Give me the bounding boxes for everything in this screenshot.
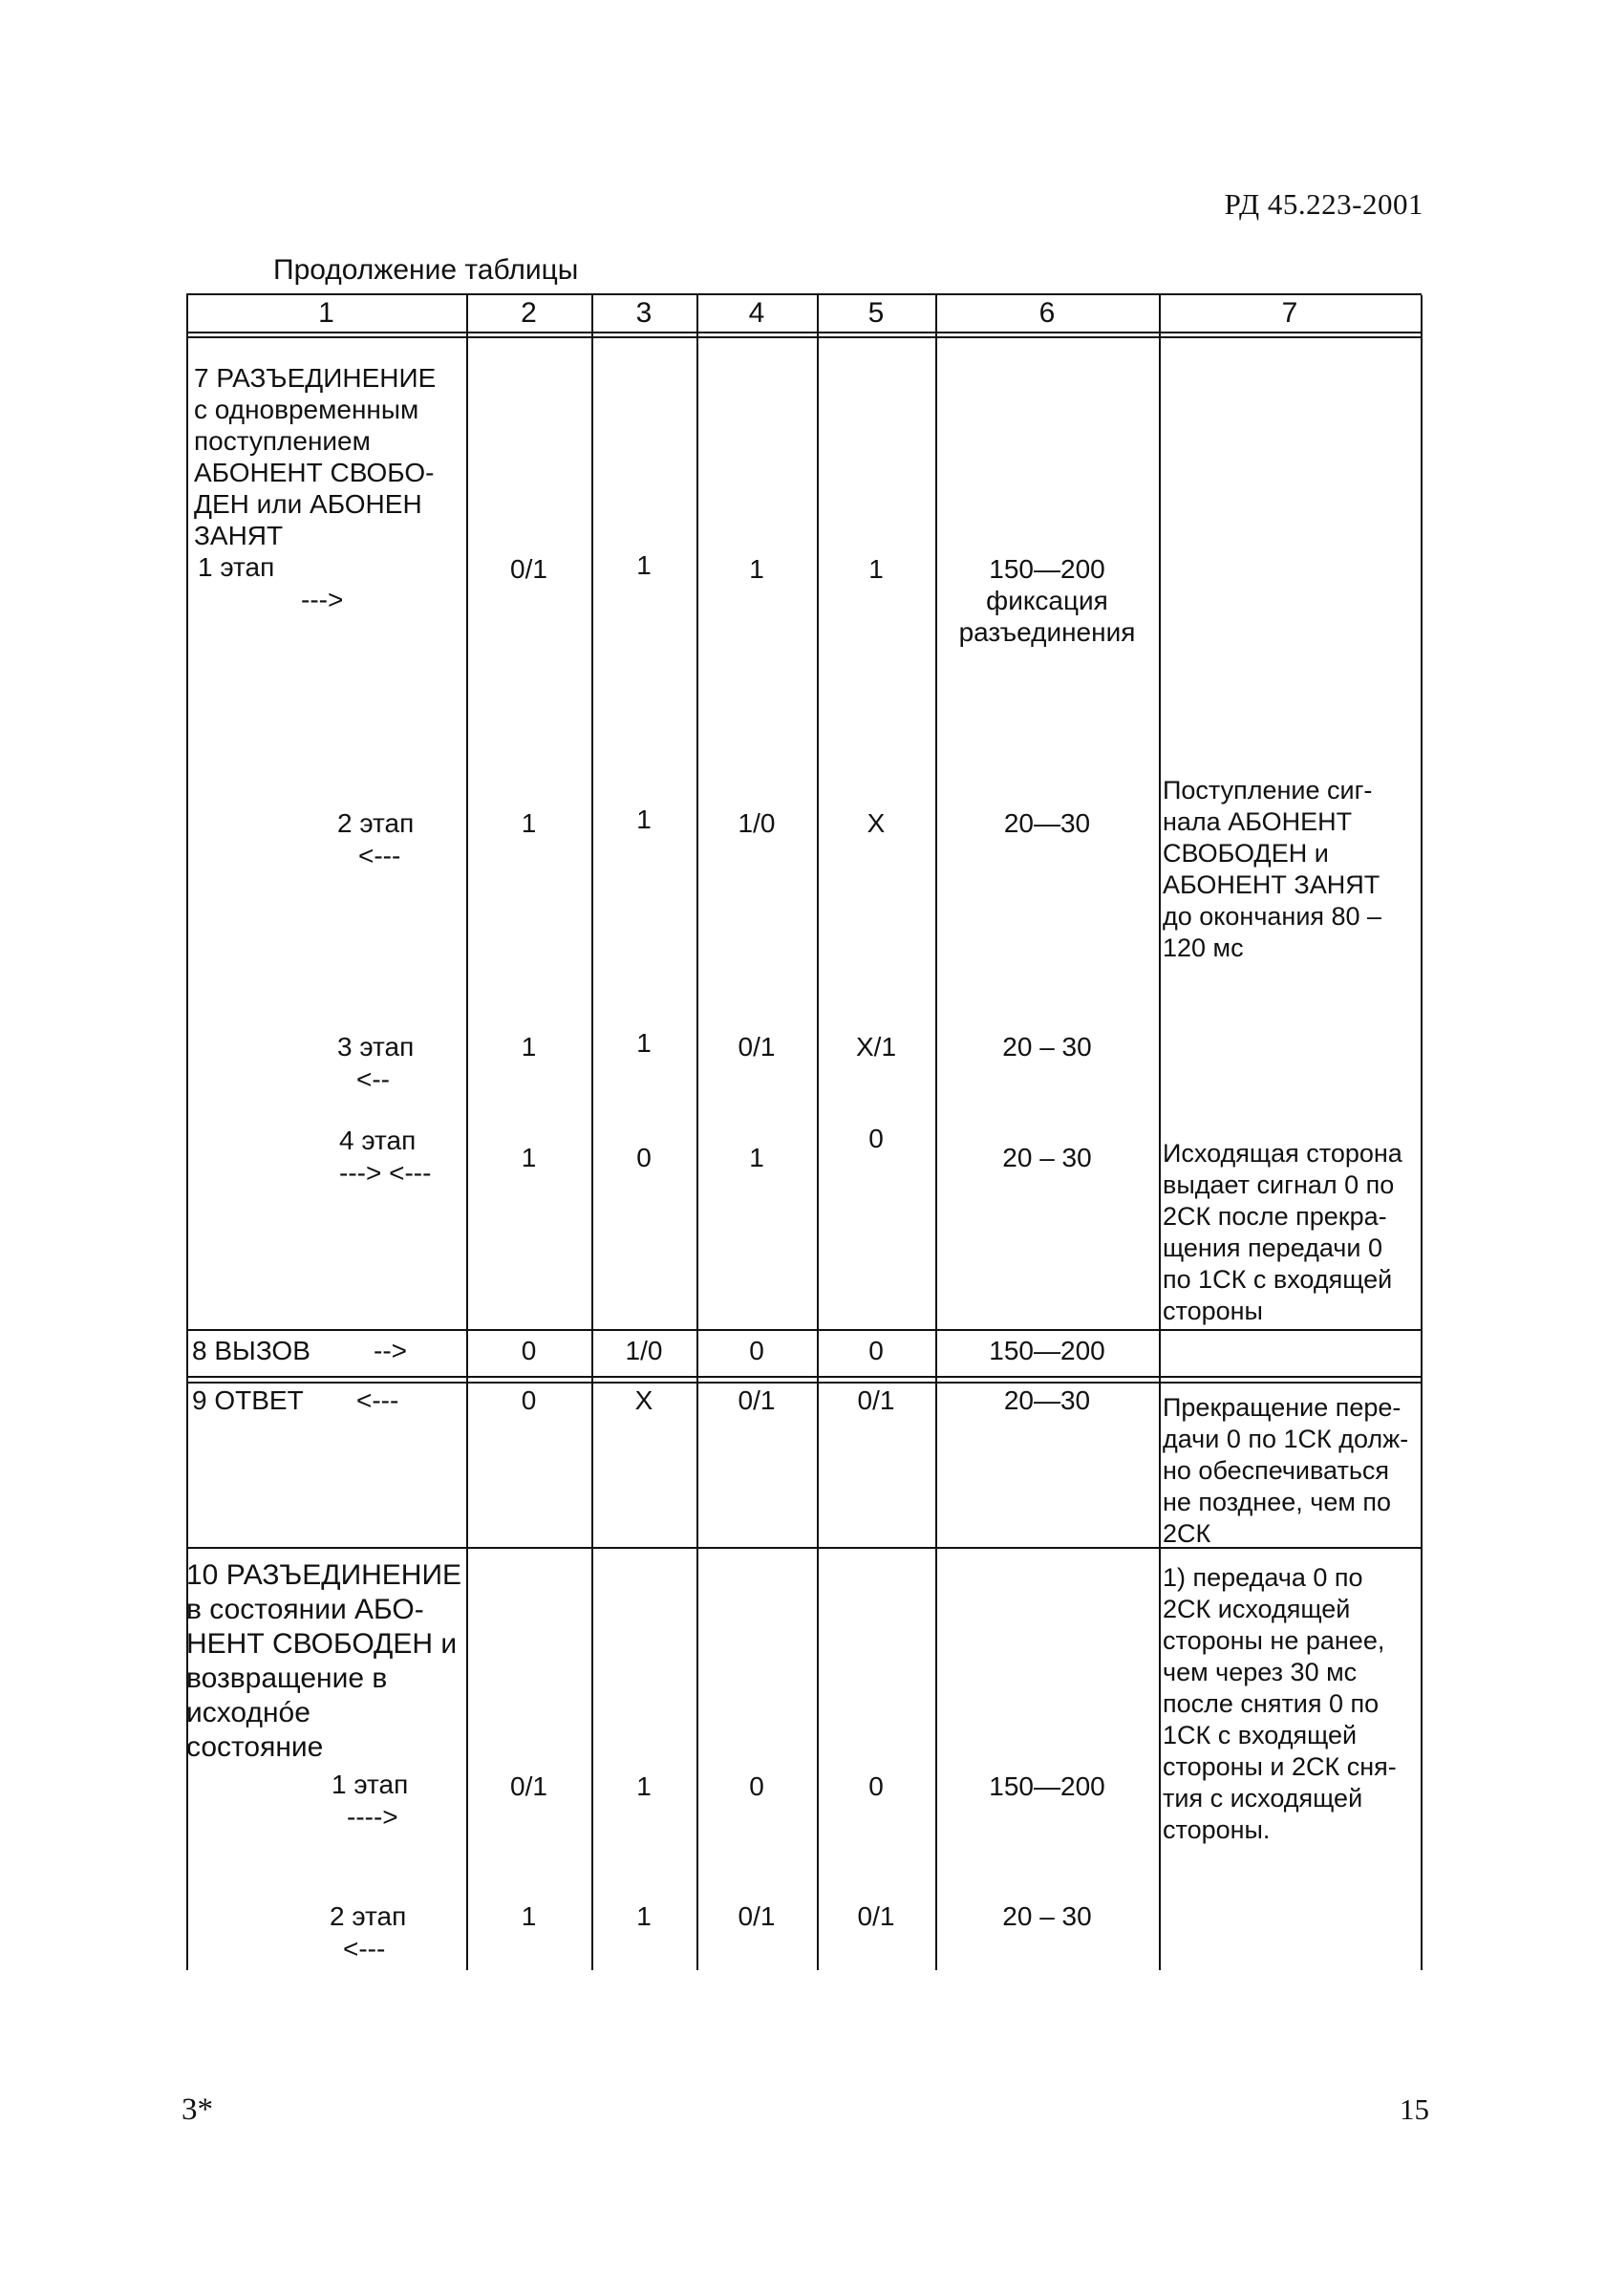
sheet-mark: 3* [182, 2092, 213, 2127]
page-number: 15 [1400, 2092, 1429, 2126]
row9-c4: 0/1 [738, 1385, 776, 1415]
row10-stage1-c3: 1 [636, 1771, 652, 1801]
col-header-4: 4 [748, 297, 765, 329]
row8-c3: 1/0 [625, 1336, 663, 1365]
row10-stage2-label: 2 этап [330, 1901, 407, 1931]
row7-stage1-c5: 1 [868, 554, 884, 584]
row8-c2: 0 [521, 1336, 537, 1365]
row10-stage1-c6: 150—200 [989, 1771, 1105, 1801]
row9-arrow: <--- [356, 1385, 399, 1415]
col-header-5: 5 [867, 297, 885, 329]
row7-stage4-c2: 1 [521, 1143, 537, 1172]
row7-stage3-c2: 1 [521, 1032, 537, 1062]
row7-stage1-c6: 150—200 фиксация разъединения [958, 554, 1136, 647]
row10-stage2-c3: 1 [636, 1901, 652, 1931]
col-header-7: 7 [1281, 297, 1298, 329]
row10-stage2-c2: 1 [521, 1901, 537, 1931]
row7-stage1-c2: 0/1 [510, 554, 547, 584]
row10-stage2-c4: 0/1 [738, 1901, 776, 1931]
col-header-2: 2 [521, 297, 537, 329]
row7-stage2-label: 2 этап [337, 808, 415, 838]
row7-stage4-c5: 0 [868, 1124, 884, 1153]
row8-label: 8 ВЫЗОВ [192, 1336, 310, 1365]
row9-label: 9 ОТВЕТ [192, 1385, 304, 1415]
row7-stage4-arrow: ---> <--- [339, 1158, 432, 1188]
row7-stage2-c2: 1 [521, 808, 537, 838]
row7-stage2-c5: X [867, 808, 886, 838]
row10-stage2-arrow: <--- [343, 1934, 386, 1963]
row7-stage1-label: 1 этап [198, 552, 275, 582]
row9-c6: 20—30 [1003, 1385, 1091, 1415]
row10-stage1-c2: 0/1 [510, 1771, 547, 1801]
row8-arrow: --> [374, 1336, 407, 1365]
row9-note: Прекращение пере- дачи 0 по 1СК долж- но обеспечиваться не позднее, чем по 2СК [1163, 1393, 1409, 1548]
row7-stage4-c3: 0 [636, 1143, 652, 1172]
row10-note: 1) передача 0 по 2СК исходящей стороны не ранее, чем через 30 мс после снятия 0 по 1СК с входящей стороны и 2СК сня- тия с исходящей стороны. [1163, 1563, 1397, 1844]
row7-stage4-c6: 20 – 30 [1002, 1143, 1092, 1172]
row10-stage1-c5: 0 [868, 1771, 884, 1801]
col-header-6: 6 [1038, 297, 1056, 329]
document-id: РД 45.223-2001 [1224, 187, 1423, 221]
row7-stage4-label: 4 этап [339, 1126, 417, 1155]
col-header-1: 1 [318, 297, 334, 329]
row7-stage3-c4: 0/1 [738, 1032, 776, 1062]
row10-stage2-c6: 20 – 30 [1002, 1901, 1092, 1931]
row7-stage2-c3: 1 [636, 805, 652, 834]
row7-stage2-arrow: <--- [358, 841, 401, 870]
row8-c4: 0 [749, 1336, 764, 1365]
row7-stage3-c5: X/1 [855, 1032, 897, 1062]
row9-c2: 0 [521, 1385, 537, 1415]
row7-title: 7 РАЗЪЕДИНЕНИЕ с одновременным поступлением АБОНЕНТ СВОБО- ДЕН или АБОНЕН ЗАНЯТ [194, 363, 437, 550]
row9-c5: 0/1 [857, 1385, 895, 1415]
row10-title: 10 РАЗЪЕДИНЕНИЕ в состоянии АБО- НЕНТ СВОБОДЕН и возвращение в исходнóе состояние [186, 1559, 462, 1763]
row7-stage4-c4: 1 [749, 1143, 764, 1172]
row7-stage2-c6: 20—30 [1003, 808, 1091, 838]
row10-stage1-arrow: ----> [347, 1802, 398, 1832]
row7-stage3-c3: 1 [636, 1028, 652, 1058]
row10-stage1-label: 1 этап [332, 1770, 409, 1799]
row9-c3: X [634, 1385, 653, 1415]
row7-stage2-note: Поступление сиг- нала АБОНЕНТ СВОБОДЕН и АБОНЕНТ ЗАНЯТ до окончания 80 – 120 мс [1163, 776, 1382, 962]
row7-stage1-c3: 1 [636, 550, 652, 580]
row8-c6: 150—200 [989, 1336, 1105, 1365]
row10-stage1-c4: 0 [749, 1771, 764, 1801]
table-caption: Продолжение таблицы [273, 254, 579, 286]
row7-stage1-arrow: ---> [301, 585, 344, 614]
col-header-3: 3 [635, 297, 653, 329]
row10-stage2-c5: 0/1 [857, 1901, 895, 1931]
row8-c5: 0 [868, 1336, 884, 1365]
row7-stage3-label: 3 этап [337, 1032, 415, 1062]
row7-stage3-c6: 20 – 30 [1002, 1032, 1092, 1062]
row7-stage4-note: Исходящая сторона выдает сигнал 0 по 2СК после прекра- щения передачи 0 по 1СК с входящей стороны [1163, 1139, 1402, 1325]
signal-table [186, 293, 1422, 1970]
row7-stage2-c4: 1/0 [738, 808, 776, 838]
row7-stage3-arrow: <-- [356, 1064, 390, 1094]
row7-stage1-c4: 1 [749, 554, 764, 584]
